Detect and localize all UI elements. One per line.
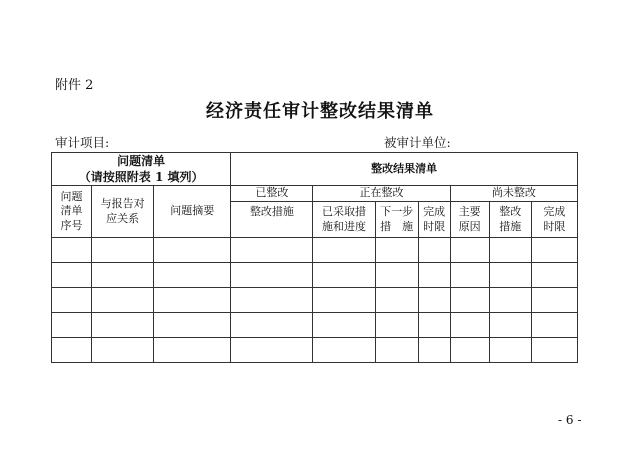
done-header: 已整改	[231, 186, 313, 202]
next-step-header: 下一步 措 施	[375, 202, 418, 238]
problem-list-header	[52, 153, 231, 186]
table-row	[52, 288, 578, 313]
page-number: - 6 -	[558, 413, 582, 427]
problem-list-note: （请按照附表 1 填列）	[78, 170, 204, 185]
deadline-header-1: 完成 时限	[418, 202, 450, 238]
table-row	[52, 263, 578, 288]
col-relation-header: 与报告对 应关系	[92, 186, 154, 238]
problem-list-title: 问题清单	[117, 154, 166, 168]
audit-project-label: 审计项目:	[55, 135, 110, 150]
not-started-header: 尚未整改	[450, 186, 577, 202]
attachment-label: 附件 2	[55, 78, 94, 93]
in-progress-header: 正在整改	[313, 186, 450, 202]
rectify-measures-header: 整改 措施	[489, 202, 531, 238]
audited-unit-label: 被审计单位:	[384, 135, 451, 150]
rectification-table	[51, 152, 578, 363]
col-summary-header: 问题摘要	[154, 186, 231, 238]
taken-measures-header: 已采取措 施和进度	[313, 202, 375, 238]
table-row	[52, 238, 578, 263]
table-row	[52, 313, 578, 338]
deadline-header-2: 完成 时限	[531, 202, 577, 238]
page-title: 经济责任审计整改结果清单	[206, 101, 434, 122]
col-seq-header: 问题 清单 序号	[52, 186, 92, 238]
main-reason-header: 主要 原因	[450, 202, 489, 238]
done-measures-header: 整改措施	[231, 202, 313, 238]
table-row	[52, 338, 578, 363]
result-list-header: 整改结果清单	[231, 153, 578, 186]
